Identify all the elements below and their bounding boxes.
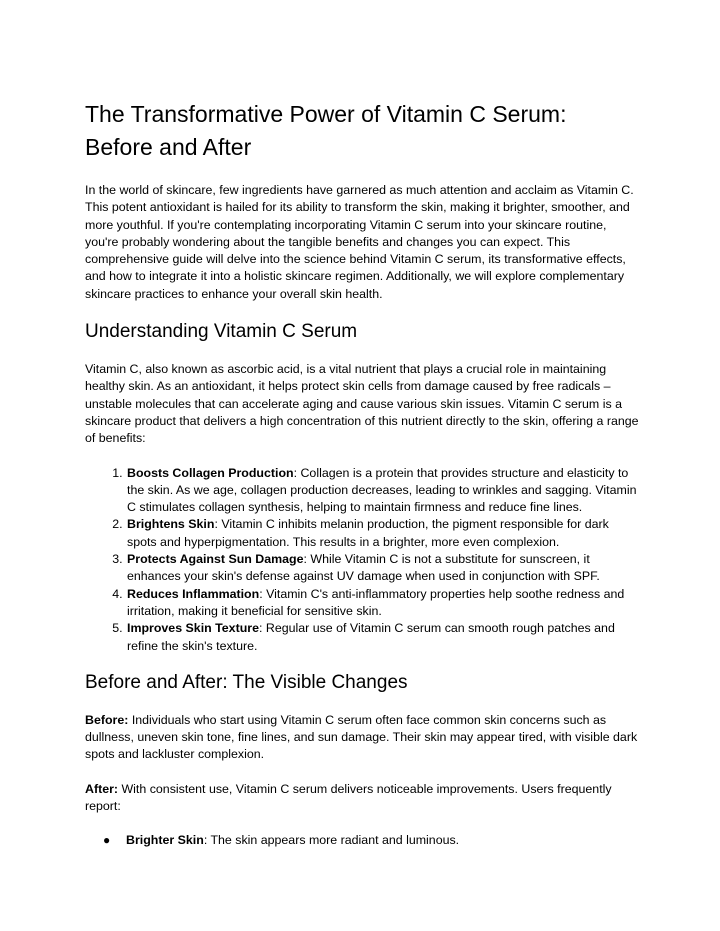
before-text: Individuals who start using Vitamin C serum often face common skin concerns such as dullness, uneven skin tone, fine lines, and sun damage. Their skin may appear tired, with visible dark spots and lackluster complexion. — [85, 712, 638, 762]
list-item — [103, 832, 640, 849]
list-item — [126, 586, 640, 621]
list-item — [126, 620, 640, 655]
after-paragraph — [85, 781, 640, 816]
list-item-desc: : Regular use of Vitamin C serum can smooth rough patches and refine the skin's texture. — [127, 621, 615, 653]
list-item-term: Reduces Inflammation — [127, 586, 260, 601]
after-text: With consistent use, Vitamin C serum delivers noticeable improvements. Users frequently report: — [85, 781, 612, 814]
understanding-paragraph: Vitamin C, also known as ascorbic acid, is a vital nutrient that plays a crucial role in maintaining healthy skin. As an antioxidant, it helps protect skin cells from damage caused by free radicals – unstable molecules that can accelerate aging and cause various skin issues. Vitamin C serum is a skincare product that delivers a high concentration of this nutrient directly to the skin, offering a range of benefits: — [85, 362, 639, 446]
before-label: Before: — [85, 712, 129, 727]
benefits-list — [85, 465, 640, 655]
document-title: The Transformative Power of Vitamin C Serum: Before and After — [85, 101, 567, 160]
bullet-icon: ● — [103, 833, 111, 848]
list-item-term: Boosts Collagen Production — [127, 465, 294, 480]
list-item-term: Brightens Skin — [127, 517, 215, 532]
list-item-term: Protects Against Sun Damage — [127, 552, 304, 567]
list-item-term: Brighter Skin — [126, 833, 204, 848]
list-item-desc: : Vitamin C's anti-inflammatory properties help soothe redness and irritation, making it beneficial for sensitive skin. — [127, 586, 625, 618]
before-paragraph — [85, 712, 640, 764]
intro-paragraph: In the world of skincare, few ingredients have garnered as much attention and acclaim as Vitamin C. This potent antioxidant is hailed for its ability to transform the skin, making it brighter, smoother, and more youthful. If you're contemplating incorporating Vitamin C serum into your skincare routine, you're probably wondering about the tangible benefits and changes you can expect. This comprehensive guide will delve into the science behind Vitamin C serum, its transformative effects, and how to integrate it into a holistic skincare regimen. Additionally, we will explore complementary skincare practices to enhance your overall skin health. — [85, 183, 634, 301]
section-heading-understanding: Understanding Vitamin C Serum — [85, 321, 358, 343]
list-item — [126, 551, 640, 586]
results-list — [85, 832, 640, 849]
list-item-desc: : Vitamin C inhibits melanin production, the pigment responsible for dark spots and hyperpigmentation. This results in a brighter, more even complexion. — [127, 517, 609, 549]
list-item — [126, 516, 640, 551]
section-heading-before-after: Before and After: The Visible Changes — [85, 671, 408, 693]
list-item-desc: : While Vitamin C is not a substitute for sunscreen, it enhances your skin's defense against UV damage when used in conjunction with SPF. — [127, 552, 600, 584]
list-item-desc: : The skin appears more radiant and luminous. — [203, 833, 460, 848]
list-item-term: Improves Skin Texture — [127, 621, 259, 636]
list-item-desc: : Collagen is a protein that provides structure and elasticity to the skin. As we age, collagen production decreases, leading to wrinkles and sagging. Vitamin C stimulates collagen synthesis, helping to maintain firmness and reduce fine lines. — [127, 465, 637, 515]
after-label: After: — [85, 781, 119, 796]
list-item — [126, 465, 640, 517]
document-page — [85, 98, 640, 850]
